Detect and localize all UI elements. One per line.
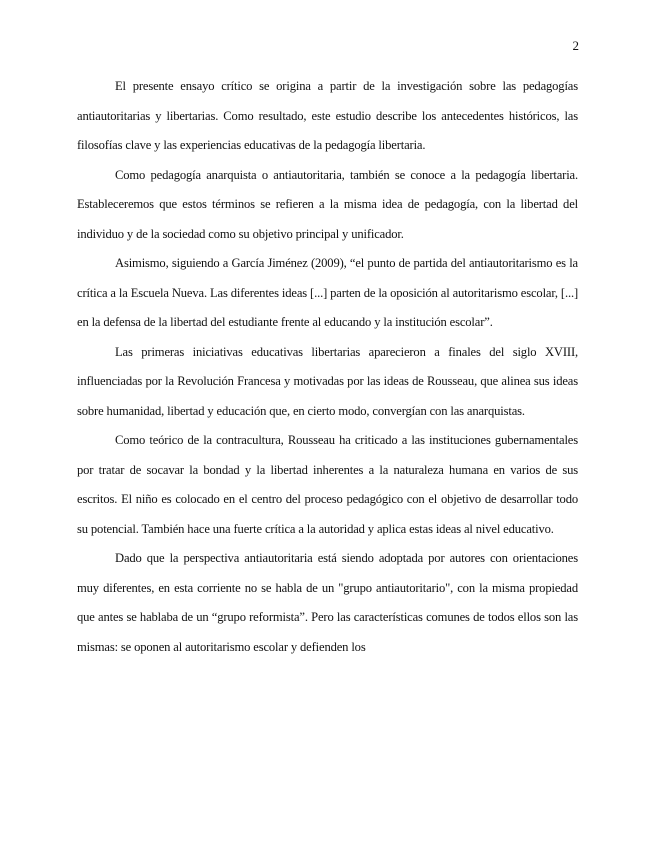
paragraph-perspective: Dado que la perspectiva antiautoritaria está siendo adoptada por autores con orientaciones muy diferentes, en esta corriente no se habla de un "grupo antiautoritario", con la misma propiedad que antes se hablaba de un “grupo reformista”. Pero las características comunes de todos ellos son las mismas: se oponen al autoritarismo escolar y defienden los — [77, 551, 578, 654]
essay-body — [77, 72, 578, 662]
paragraph-citation: Asimismo, siguiendo a García Jiménez (2009), “el punto de partida del antiautoritarismo es la crítica a la Escuela Nueva. Las diferentes ideas [...] parten de la oposición al autoritarismo escolar, [...] en la defensa de la libertad del estudiante frente al educando y la institución escolar”. — [77, 256, 578, 329]
paragraph-rousseau: Como teórico de la contracultura, Rousseau ha criticado a las instituciones gubernamentales por tratar de socavar la bondad y la libertad inherentes a la naturaleza humana en varios de sus escritos. El niño es colocado en el centro del proceso pedagógico con el objetivo de desarrollar todo su potencial. También hace una fuerte crítica a la autoridad y aplica estas ideas al nivel educativo. — [77, 433, 578, 536]
paragraph-definition: Como pedagogía anarquista o antiautoritaria, también se conoce a la pedagogía libertaria. Estableceremos que estos términos se refieren a la misma idea de pedagogía, con la libertad del individuo y de la sociedad como su objetivo principal y unificador. — [77, 167, 578, 241]
paragraph-origins: Las primeras iniciativas educativas libertarias aparecieron a finales del siglo XVIII, influenciadas por la Revolución Francesa y motivadas por las ideas de Rousseau, que alinea sus ideas sobre humanidad, libertad y educación que, en cierto modo, convergían con las anarquistas. — [77, 344, 578, 418]
page-number: 2 — [572, 38, 579, 53]
paragraph-intro: El presente ensayo crítico se origina a partir de la investigación sobre las pedagogías antiautoritarias y libertarias. Como resultado, este estudio describe los antecedentes históricos, las filosofías clave y las experiencias educativas de la pedagogía libertaria. — [77, 79, 578, 152]
